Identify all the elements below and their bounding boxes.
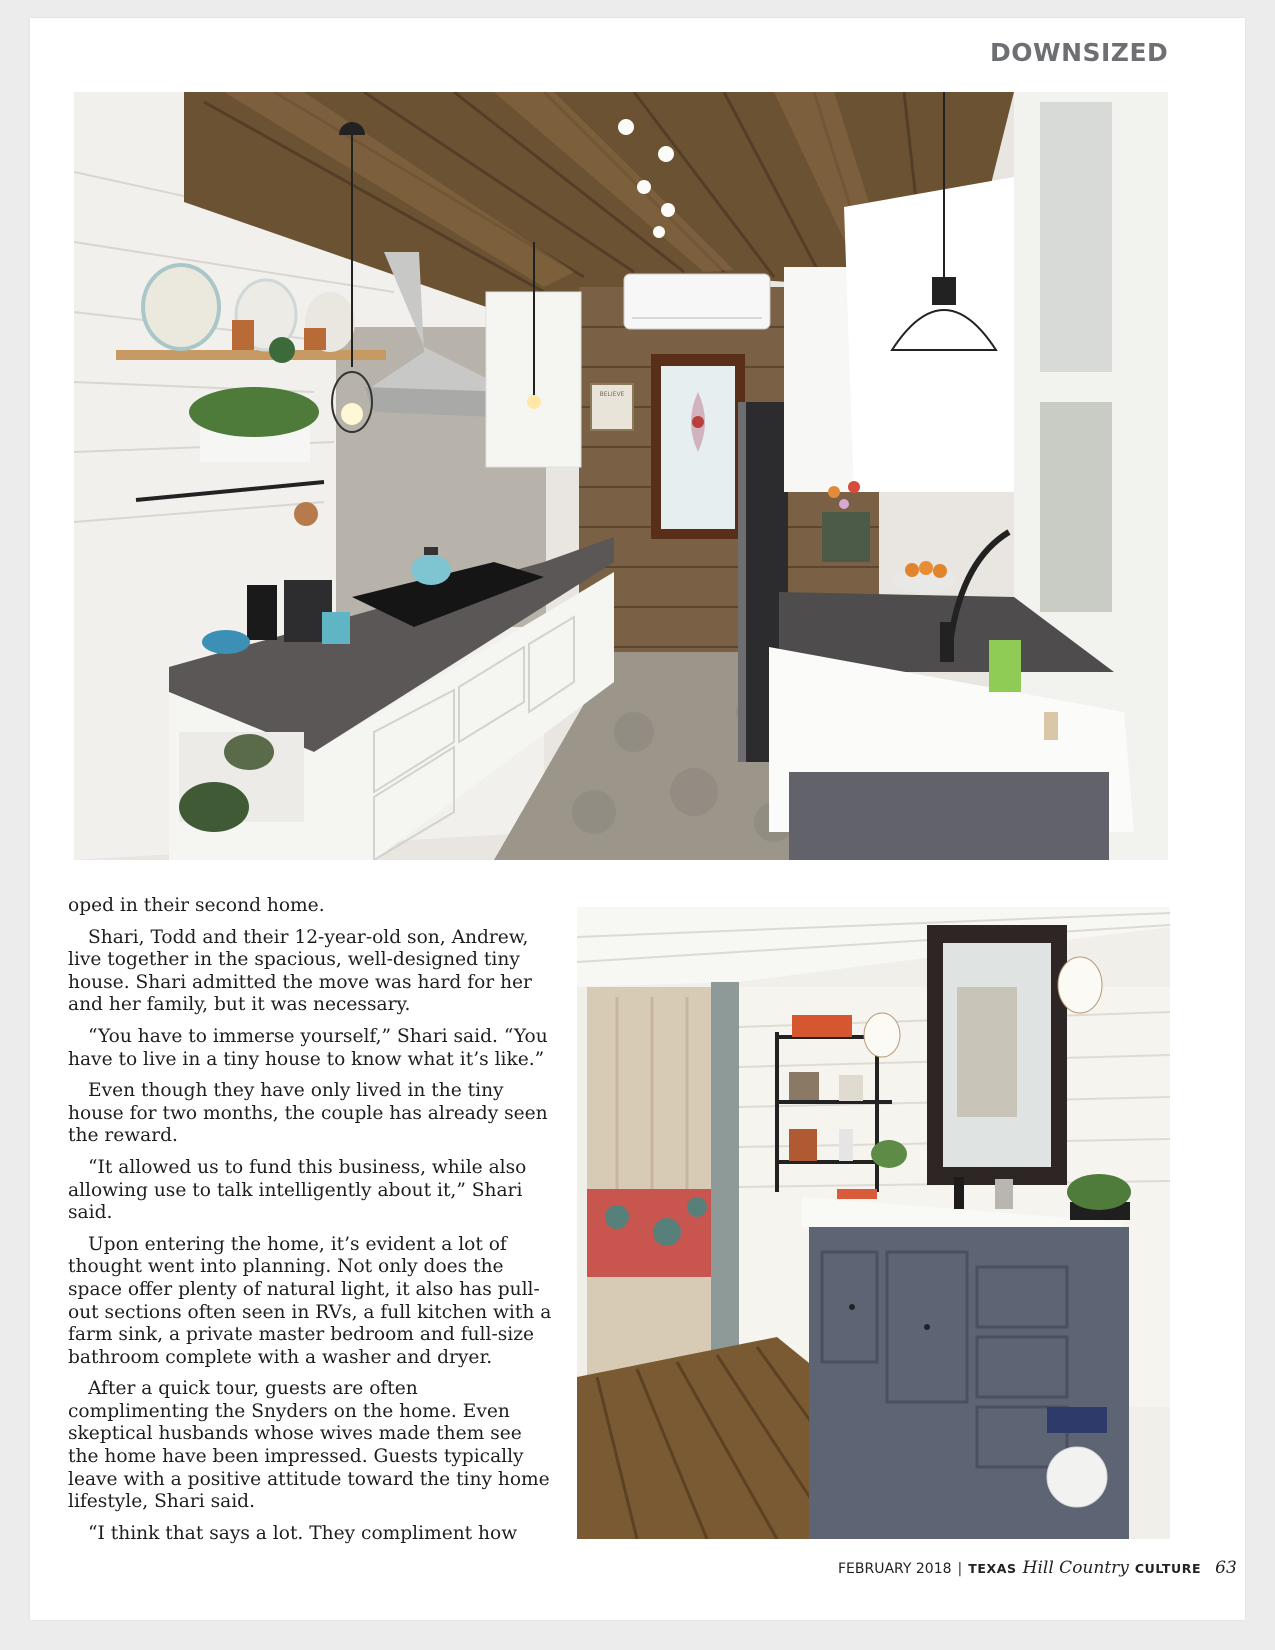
article-paragraph: “I think that says a lot. They compliment how [88, 1522, 518, 1544]
magazine-name-part3: CULTURE [1134, 1561, 1202, 1576]
article-paragraph: Upon entering the home, it’s evident a lot of thought went into planning. Not only does the space offer plenty of natural light, it also has pull-out sections often seen in RVs, a full kitchen with a farm sink, a private master bedroom and full-size bathroom complete with a washer and dryer. [68, 1233, 552, 1368]
kitchen-photo [74, 92, 1168, 860]
bathroom-photo [577, 907, 1170, 1539]
article-paragraph: Shari, Todd and their 12-year-old son, Andrew, live together in the spacious, well-designed tiny house. Shari admitted the move was hard for her and her family, but it was necessary. [68, 926, 532, 1016]
article-body [68, 895, 558, 1554]
page-number: 63 [1215, 1558, 1237, 1578]
issue-date: FEBRUARY 2018 [838, 1561, 952, 1577]
article-paragraph: “You have to immerse yourself,” Shari said. “You have to live in a tiny house to know what it’s like.” [68, 1025, 548, 1070]
article-paragraph: oped in their second home. [68, 895, 325, 916]
page-footer [838, 1558, 1237, 1578]
believe-sign-text: BELIEVE [599, 391, 625, 398]
section-tag: DOWNSIZED [990, 38, 1169, 67]
magazine-name-part2: Hill Country [1022, 1558, 1129, 1578]
footer-separator: | [957, 1561, 963, 1577]
article-paragraph: “It allowed us to fund this business, while also allowing use to talk intelligently about it,” Shari said. [68, 1156, 527, 1224]
article-paragraph: Even though they have only lived in the tiny house for two months, the couple has already seen the reward. [68, 1080, 548, 1147]
article-paragraph: After a quick tour, guests are often complimenting the Snyders on the home. Even skeptical husbands whose wives made them see the home have been impressed. Guests typically leave with a positive attitude toward the tiny home lifestyle, Shari said. [68, 1378, 550, 1513]
magazine-name-part1: TEXAS [968, 1561, 1017, 1576]
